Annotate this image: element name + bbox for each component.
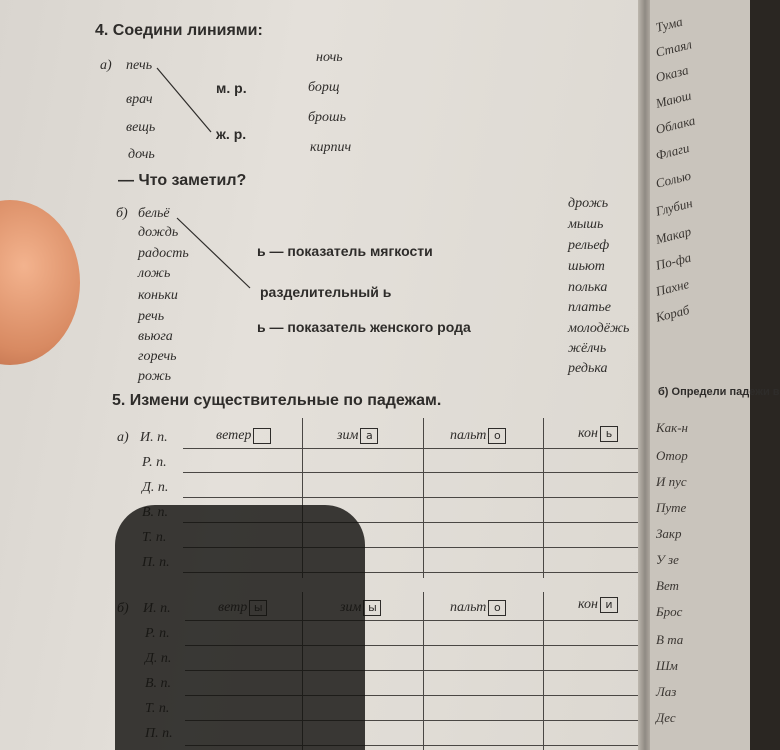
word-a-right-1: ночь [316,50,343,65]
word-b-right-1: дрожь [568,196,609,211]
facing-line: В та [656,632,684,647]
part-b-label: б) [116,206,128,221]
facing-line: Как-н [656,420,688,435]
word-a-right-2: борщ [308,80,340,95]
word-b-5: коньки [138,288,178,303]
table-a-divider-3 [543,418,544,578]
stem: ветер [216,428,252,444]
stem: пальт [450,600,487,616]
exercise-4-title: 4. Соедини линиями: [95,22,263,39]
facing-line: Облака [654,112,697,137]
word-b-4: ложь [138,266,171,281]
word-a-right-3: брошь [308,110,346,125]
ending-box[interactable]: и [600,597,618,613]
ending-box[interactable]: о [488,428,506,444]
stem: кон [578,597,598,613]
facing-line: Стаял [654,36,694,60]
facing-line: Флаги [654,139,691,163]
facing-line: Вет [656,578,679,593]
stem: пальт [450,428,487,444]
table-b-divider-2 [423,592,424,750]
table-b-divider-3 [543,592,544,750]
table-a-case-nom: И. п. [140,430,168,445]
ending-box[interactable]: а [360,428,378,444]
facing-page [650,0,780,750]
facing-line: Дес [656,710,676,725]
table-a-case-gen: Р. п. [142,455,167,470]
facing-line: Путе [656,500,687,515]
table-a-row-line-1 [183,448,638,449]
table-b-word-4 [578,597,618,613]
facing-line: Шм [656,658,678,673]
facing-line: Отор [656,448,688,463]
word-b-8: горечь [138,349,177,364]
table-a-divider-2 [423,418,424,578]
ending-box[interactable] [253,428,271,444]
ending-box[interactable]: ь [600,426,618,442]
part-a-label: а) [100,58,112,73]
category-separating: разделительный ь [260,284,392,300]
ending-box[interactable]: о [488,600,506,616]
facing-line: Солью [654,167,693,191]
hand-shadow [115,505,365,750]
word-b-3: радость [138,246,189,261]
facing-line: Оказа [654,62,690,85]
table-a-word-3 [450,428,506,444]
word-b-right-3: рельеф [568,238,610,253]
facing-line: Глубин [654,195,695,219]
facing-line: Макар [654,223,693,247]
word-b-2: дождь [138,225,179,240]
facing-line: Кораб [654,301,691,325]
facing-line: Закр [656,526,682,541]
word-b-7: вьюга [138,329,173,344]
facing-line: У зе [656,552,679,567]
table-a-label: а) [117,430,129,445]
table-a-row-line-3 [183,497,638,498]
table-a-word-2 [337,428,378,444]
word-b-right-2: мышь [568,217,604,232]
word-a-3: вещь [126,120,156,135]
category-softness: ь — показатель мягкости [257,243,433,259]
table-a-word-4 [578,426,618,442]
exercise-5-title: 5. Измени существительные по падежам. [112,392,442,409]
gender-masculine: м. р. [216,80,247,96]
facing-line: И пус [656,474,687,489]
facing-line: Маюш [654,87,693,111]
word-b-right-6: платье [568,300,611,315]
word-b-1: бельё [138,206,170,221]
facing-line: Лаз [656,684,677,699]
word-b-right-5: полька [568,280,608,295]
table-a-word-1 [216,428,271,444]
facing-line: Тума [654,13,685,35]
table-a-row-line-2 [183,472,638,473]
word-a-1: печь [126,58,153,73]
word-b-right-8: жёлчь [568,341,607,356]
facing-line: Брос [656,604,683,619]
table-b-word-3 [450,600,506,616]
facing-line: По-фа [654,249,693,273]
question-text: — Что заметил? [118,172,247,189]
table-a-case-dat: Д. п. [142,480,169,495]
word-a-4: дочь [128,147,155,162]
word-b-6: речь [138,309,165,324]
word-b-9: рожь [138,369,172,384]
word-b-right-4: шьют [568,259,605,274]
ending-box[interactable]: ы [363,600,381,616]
facing-heading: б) Определи падежи в [658,386,780,398]
gender-feminine: ж. р. [216,126,247,142]
line-a [157,68,211,132]
word-a-2: врач [126,92,153,107]
stem: зим [337,428,359,444]
word-a-right-4: кирпич [310,140,352,155]
word-b-right-9: редька [568,361,608,376]
stem: кон [578,426,598,442]
facing-line: Пахне [654,276,691,299]
category-feminine: ь — показатель женского рода [257,319,471,335]
word-b-right-7: молодёжь [568,321,630,336]
